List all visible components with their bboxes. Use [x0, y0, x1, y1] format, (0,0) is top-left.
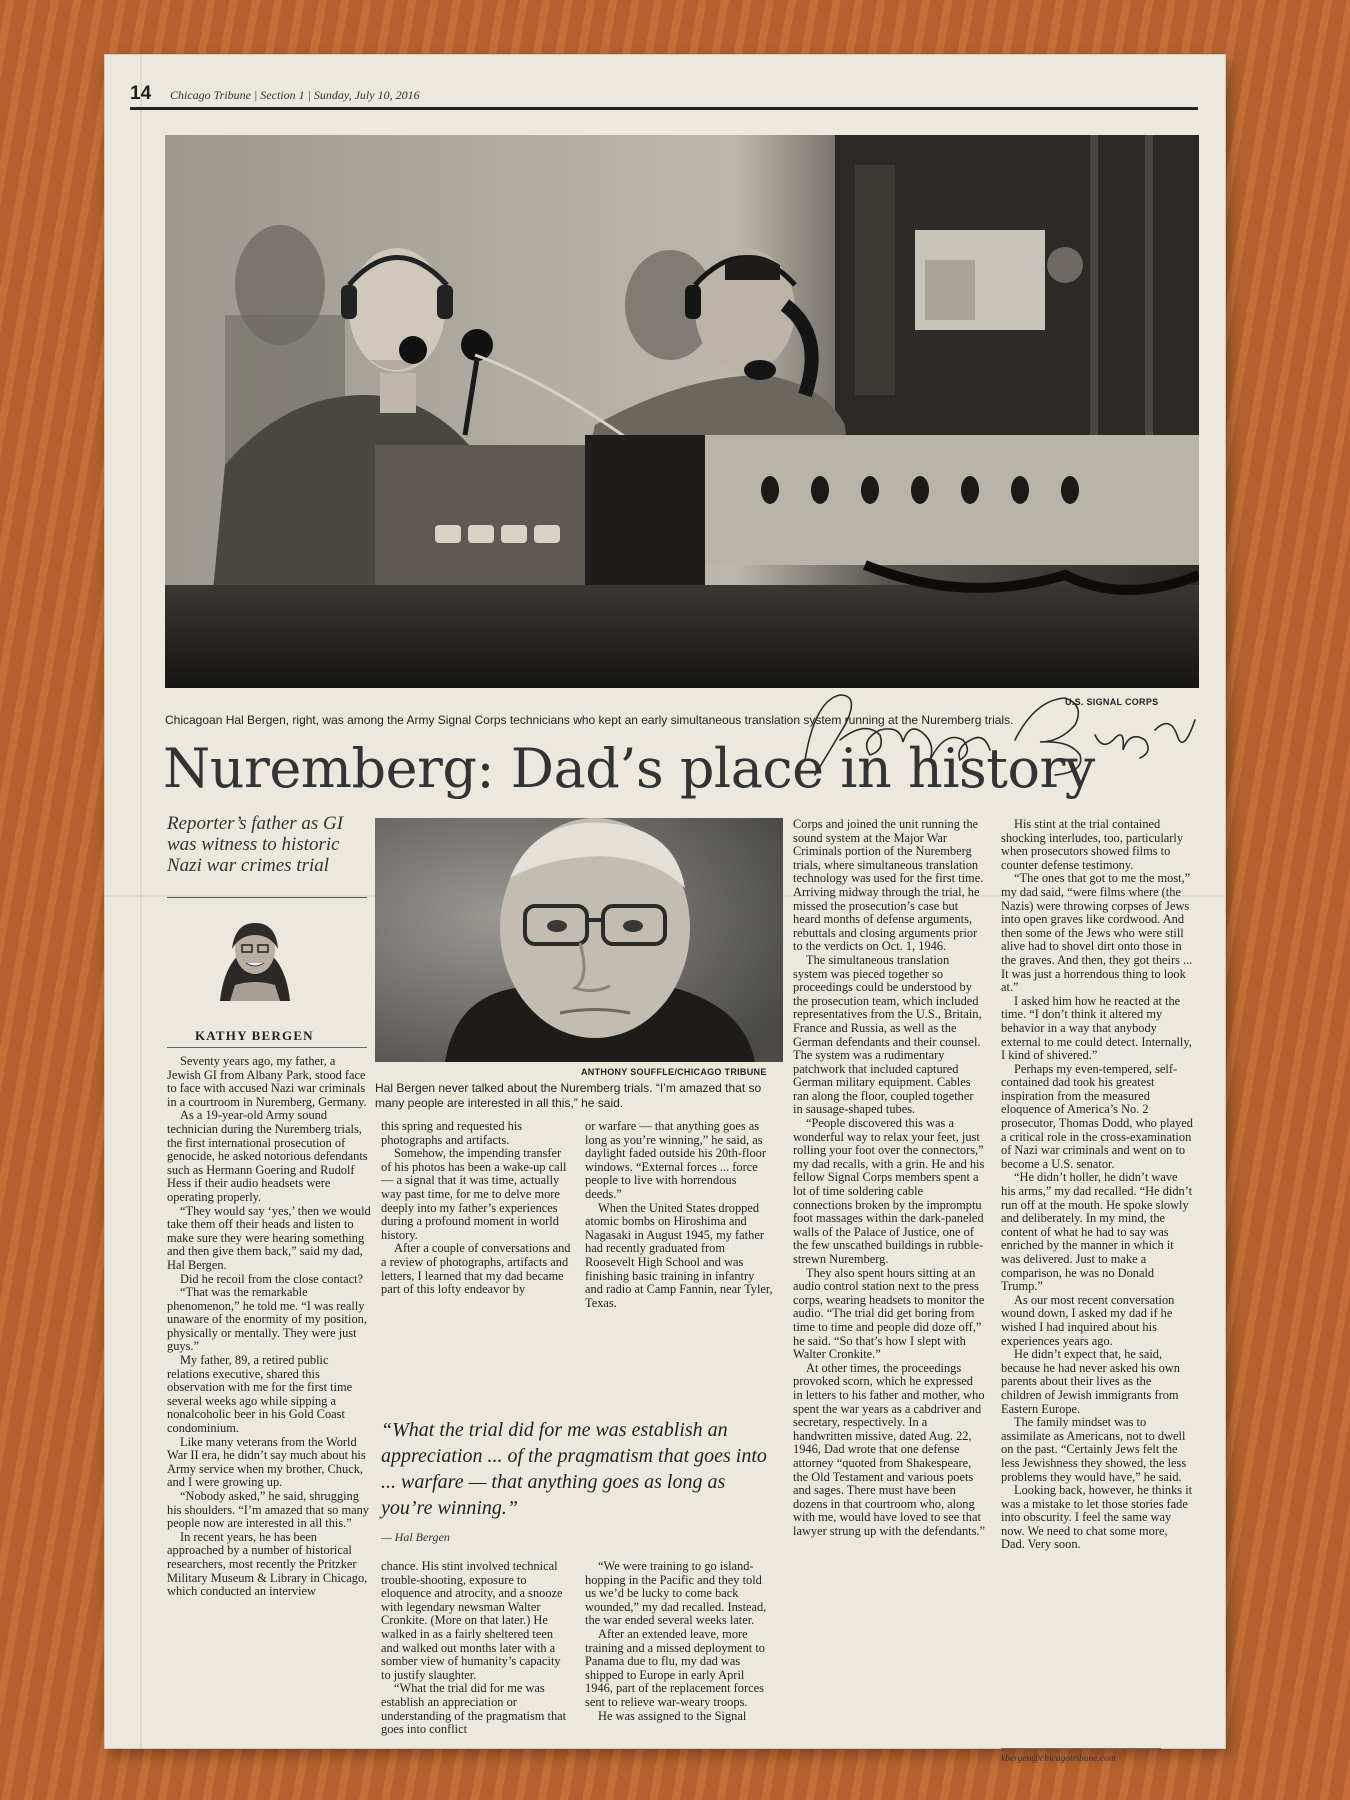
byline-rule [167, 1047, 367, 1048]
paragraph: “That was the remarkable phenomenon,” he told me. “I was really unaware of the enormity of my position, physically or mentally. They were just guys.” [167, 1285, 367, 1354]
newspaper-page [105, 55, 1225, 1764]
article-column-2-top [381, 1120, 571, 1297]
author-email: kbergen@chicagotribune.com [1001, 1754, 1116, 1764]
paragraph: “People discovered this was a wonderful way to relax your feet, just rolling your foot over the connectors,” my dad recalls, with a grin. He and his fellow Signal Corps members spent a lot of time soldering cable connections broken by the impromptu foot massages within the dark-paneled walls of the Palace of Justice, one of the few unscathed buildings in rubble-strewn Nuremberg. [793, 1116, 985, 1266]
paragraph: this spring and requested his photographs and artifacts. [381, 1119, 523, 1147]
article-column-2-bottom [381, 1560, 571, 1737]
article-column-3-top [585, 1120, 775, 1310]
pull-quote: “What the trial did for me was establish an appreciation ... of the pragmatism that goes into ... warfare — that anything goes as long as you’re winning.” [381, 1419, 767, 1519]
hal-bergen-portrait-image [375, 818, 783, 1062]
paragraph: “What the trial did for me was establish an appreciation or understanding of the pragmatism that goes into conflict [381, 1681, 567, 1737]
paragraph: Did he recoil from the close contact? [180, 1271, 364, 1286]
signal-corps-photo-image [165, 135, 1199, 688]
paragraph: After an extended leave, more training and a missed deployment to Panama due to flu, my dad was shipped to Europe in early April 1946, part of the replacement forces sent to relieve war-weary troops. [585, 1626, 765, 1709]
author-portrait-image [200, 915, 310, 1001]
author-portrait [200, 915, 310, 1001]
top-photo-caption: Chicagoan Hal Bergen, right, was among the Army Signal Corps technicians who kept an early simultaneous translation system running at the Nuremberg trials. [165, 713, 1014, 727]
paragraph: When the United States dropped atomic bombs on Hiroshima and Nagasaki in August 1945, my father had recently graduated from Roosevelt High School and was finishing basic training in infantry and radio at Camp Fannin, near Tyler, Texas. [585, 1200, 773, 1310]
paragraph: As a 19-year-old Army sound technician during the Nuremberg trials, the first international prosecution of genocide, he asked notorious defendants such as Hermann Goering and Rudolf Hess if their audio headsets were operating properly. [167, 1108, 368, 1204]
paragraph: “The ones that got to me the most,” my dad said, “were films where (the Nazis) were throwing corpses of Jews into open graves like cordwood. And then some of the Jews who were still alive had to shovel dirt onto those in the graves. And then, they got theirs ... It was just a horrendous thing to look at.” [1001, 871, 1193, 995]
deck-subheadline: Reporter’s father as GI was witness to historic Nazi war crimes trial [167, 813, 344, 876]
paragraph: I asked him how he reacted at the time. “I don’t think it altered my behavior in a way that anybody external to me could detect. Internally, I kind of shivered.” [1001, 993, 1192, 1063]
fold-crease [140, 55, 142, 1748]
paragraph: “Nobody asked,” he said, shrugging his shoulders. “I’m amazed that so many people now are interested in all this.” [167, 1489, 369, 1531]
paragraph: My father, 89, a retired public relations executive, shared this observation with me for the first time several weeks ago while sipping a nonalcoholic beer in his Gold Coast condominium. [167, 1353, 353, 1436]
byline: KATHY BERGEN [195, 1028, 314, 1043]
paragraph: His stint at the trial contained shocking interludes, too, particularly when prosecutors showed films to counter defense testimony. [1001, 817, 1184, 872]
article-column-3-bottom [585, 1560, 775, 1723]
headline: Nuremberg: Dad’s place in history [163, 737, 1095, 800]
paragraph: At other times, the proceedings provoked scorn, which he expressed in letters to his father and mother, who spent the war years as a cabdriver and secretary, respectively. In a handwritten missive, dated Aug. 22, 1946, Dad wrote that one defense attorney “quoted from Shakespeare, the Old Testament and various poets and sages. There must have been dozens in that courtroom who, along with me, would have loved to see that lawyer strung up with the defendants.” [793, 1360, 986, 1538]
publication-line: Chicago Tribune | Section 1 | Sunday, July 10, 2016 [170, 88, 420, 102]
article-column-1 [167, 1055, 372, 1599]
mid-photograph [375, 818, 783, 1062]
email-rule [1001, 1748, 1161, 1749]
mid-photo-caption: Hal Bergen never talked about the Nuremberg trials. “I’m amazed that so many people are interested in all this,” he said. [375, 1081, 762, 1110]
paragraph: As our most recent conversation wound down, I asked my dad if he wished I had inquired about his experiences years ago. [1001, 1292, 1175, 1348]
article-column-5 [1001, 818, 1193, 1552]
paragraph: “We were training to go island-hopping in the Pacific and they told us we’d be lucky to come back wounded,” my dad recalled. Instead, the war ended several weeks later. [585, 1559, 767, 1628]
paragraph: Like many veterans from the World War II era, he didn’t say much about his Army service when my brother, Chuck, and I were growing up. [167, 1434, 366, 1490]
paragraph: Perhaps my even-tempered, self-contained dad took his greatest inspiration from the measured eloquence of America’s No. 2 prosecutor, Thomas Dodd, who played a critical role in the cross-examination of Nazi war criminals and went on to become a U.S. senator. [1001, 1061, 1193, 1171]
paragraph: Looking back, however, he thinks it was a mistake to let those stories fade into obscurity. I feel the same way now. We need to chat some more, Dad. Very soon. [1001, 1483, 1193, 1552]
top-photo-credit: U.S. SIGNAL CORPS [1065, 697, 1159, 707]
page-number: 14 [130, 83, 152, 104]
paragraph: The family mindset was to assimilate as Americans, not to dwell on the past. “Certainly Jews felt the less Jewishness they showed, the less problems they would have,” he said. [1001, 1415, 1187, 1484]
paragraph: He didn’t expect that, he said, because he had never asked his own parents about their lives as the children of Jewish immigrants from Eastern Europe. [1001, 1347, 1180, 1416]
paragraph: Somehow, the impending transfer of his photos has been a wake-up call — a signal that it was time, actually way past time, for me to delve more deeply into my father’s experiences during a profound moment in world history. [381, 1146, 567, 1242]
paragraph: They also spent hours sitting at an audio control station next to the press corps, wearing headsets to monitor the audio. “The trial did get boring from time to time and people did doze off,” he said. “So that’s how I slept with Walter Cronkite.” [793, 1265, 985, 1362]
mid-photo-credit: ANTHONY SOUFFLE/CHICAGO TRIBUNE [581, 1067, 767, 1077]
paragraph: or warfare — that anything goes as long as you’re winning,” he said, as daylight faded outside his 20th-floor windows. “External forces ... force people to live with horrendous deeds.” [585, 1119, 767, 1201]
pull-quote-attribution: — Hal Bergen [381, 1530, 450, 1544]
paragraph: Seventy years ago, my father, a Jewish GI from Albany Park, stood face to face with accused Nazi war criminals in a courtroom in Nuremberg, Germany. [167, 1054, 367, 1109]
page-masthead [130, 85, 1198, 110]
article-column-4 [793, 818, 985, 1538]
paragraph: “He didn’t holler, he didn’t wave his arms,” my dad recalled. “He didn’t run off at the mouth. He spoke slowly and deliberately. In my mind, the content of what he had to say was enriched by the manner in which it was delivered. Just to make a comparison, he was no Donald Trump.” [1001, 1170, 1193, 1294]
paragraph: Corps and joined the unit running the sound system at the Major War Criminals portion of the Nuremberg trials, where simultaneous translation technology was used for the first time. Arriving midway through the trial, he missed the prosecution’s case but heard months of defense arguments, rebuttals and closing arguments prior to the verdicts on Oct. 1, 1946. [793, 817, 984, 954]
paragraph: “They would say ‘yes,’ then we would take them off their heads and listen to make sure they were hearing something and then give them back,” said my dad, Hal Bergen. [167, 1203, 371, 1272]
paragraph: chance. His stint involved technical trouble-shooting, exposure to eloquence and atrocity, and a snooze with legendary newsman Walter Cronkite. (More on that later.) He walked in as a fairly sheltered teen and walked out months later with a somber view of humanity’s capacity to justify slaughter. [381, 1559, 563, 1682]
deck-rule [167, 897, 367, 898]
paragraph: After a couple of conversations and a review of photographs, artifacts and letters, I learned that my dad became part of this lofty endeavor by [381, 1241, 571, 1297]
top-photograph [165, 135, 1199, 688]
paragraph: The simultaneous translation system was pieced together so proceedings could be understood by the prosecution team, which included representatives from the U.S., Britain, France and Russia, as well as the German defendants and their counsel. The system was a rudimentary patchwork that included captured German military equipment. Cables ran along the floor, coupled together in sausage-shaped tubes. [793, 952, 982, 1117]
paragraph: In recent years, he has been approached by a number of historical researchers, most recently the Pritzker Military Museum & Library in Chicago, which conducted an interview [167, 1529, 368, 1599]
paragraph: He was assigned to the Signal [598, 1708, 747, 1723]
